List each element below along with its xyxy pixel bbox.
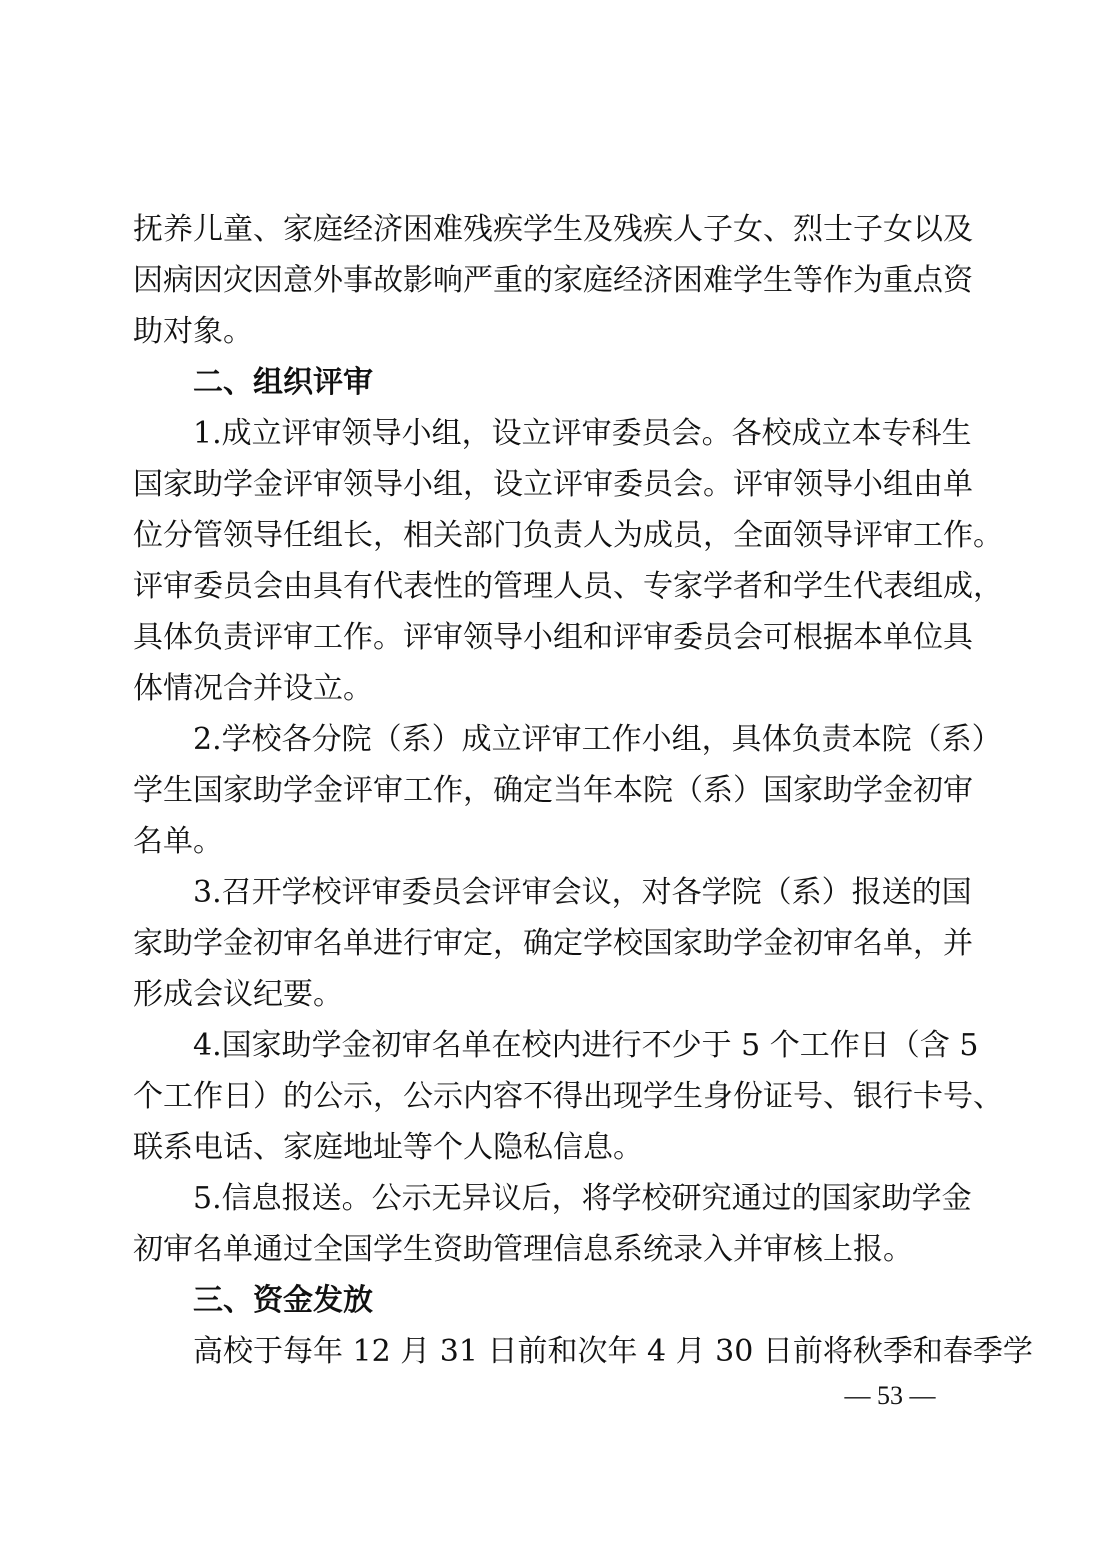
paragraph-item-4 [133, 1020, 1003, 1173]
text-line: 初审名单通过全国学生资助管理信息系统录入并审核上报。 [133, 1232, 913, 1267]
paragraph-item-2 [133, 714, 1002, 867]
document-body [133, 204, 1033, 1377]
text-line: 具体负责评审工作。评审领导小组和评审委员会可根据本单位具 [133, 620, 973, 655]
text-line: 高校于每年 12 月 31 日前和次年 4 月 30 日前将秋季和春季学 [193, 1334, 1033, 1369]
text-line: 家助学金初审名单进行审定，确定学校国家助学金初审名单，并 [133, 926, 973, 961]
text-line: 5.信息报送。公示无异议后，将学校研究通过的国家助学金 [193, 1181, 972, 1216]
section-heading-fund-distribution [133, 1275, 971, 1326]
text-line: 联系电话、家庭地址等个人隐私信息。 [133, 1130, 643, 1165]
text-line: 评审委员会由具有代表性的管理人员、专家学者和学生代表组成， [133, 569, 1003, 604]
text-line: 助对象。 [133, 314, 253, 349]
text-line: 抚养儿童、家庭经济困难残疾学生及残疾人子女、烈士子女以及 [133, 212, 973, 247]
text-line: 1.成立评审领导小组，设立评审委员会。各校成立本专科生 [193, 416, 972, 451]
text-line: 位分管领导任组长，相关部门负责人为成员，全面领导评审工作。 [133, 518, 1003, 553]
page-number: — 53 — [844, 1381, 936, 1410]
heading-text: 二、组织评审 [193, 365, 373, 400]
paragraph-continued [133, 204, 971, 357]
text-line: 名单。 [133, 824, 223, 859]
paragraph-item-1 [133, 408, 1003, 714]
paragraph-item-5 [133, 1173, 971, 1275]
heading-text: 三、资金发放 [193, 1283, 373, 1318]
text-line: 因病因灾因意外事故影响严重的家庭经济困难学生等作为重点资 [133, 263, 973, 298]
paragraph-fund-distribution [133, 1326, 1033, 1377]
text-line: 形成会议纪要。 [133, 977, 343, 1012]
text-line: 学生国家助学金评审工作，确定当年本院（系）国家助学金初审 [133, 773, 973, 808]
text-line: 个工作日）的公示，公示内容不得出现学生身份证号、银行卡号、 [133, 1079, 1003, 1114]
text-line: 国家助学金评审领导小组，设立评审委员会。评审领导小组由单 [133, 467, 973, 502]
paragraph-item-3 [133, 867, 971, 1020]
text-line: 4.国家助学金初审名单在校内进行不少于 5 个工作日（含 5 [193, 1028, 979, 1063]
section-heading-organize-review [133, 357, 971, 408]
text-line: 3.召开学校评审委员会评审会议，对各学院（系）报送的国 [193, 875, 972, 910]
text-line: 体情况合并设立。 [133, 671, 373, 706]
text-line: 2.学校各分院（系）成立评审工作小组，具体负责本院（系） [193, 722, 1002, 757]
